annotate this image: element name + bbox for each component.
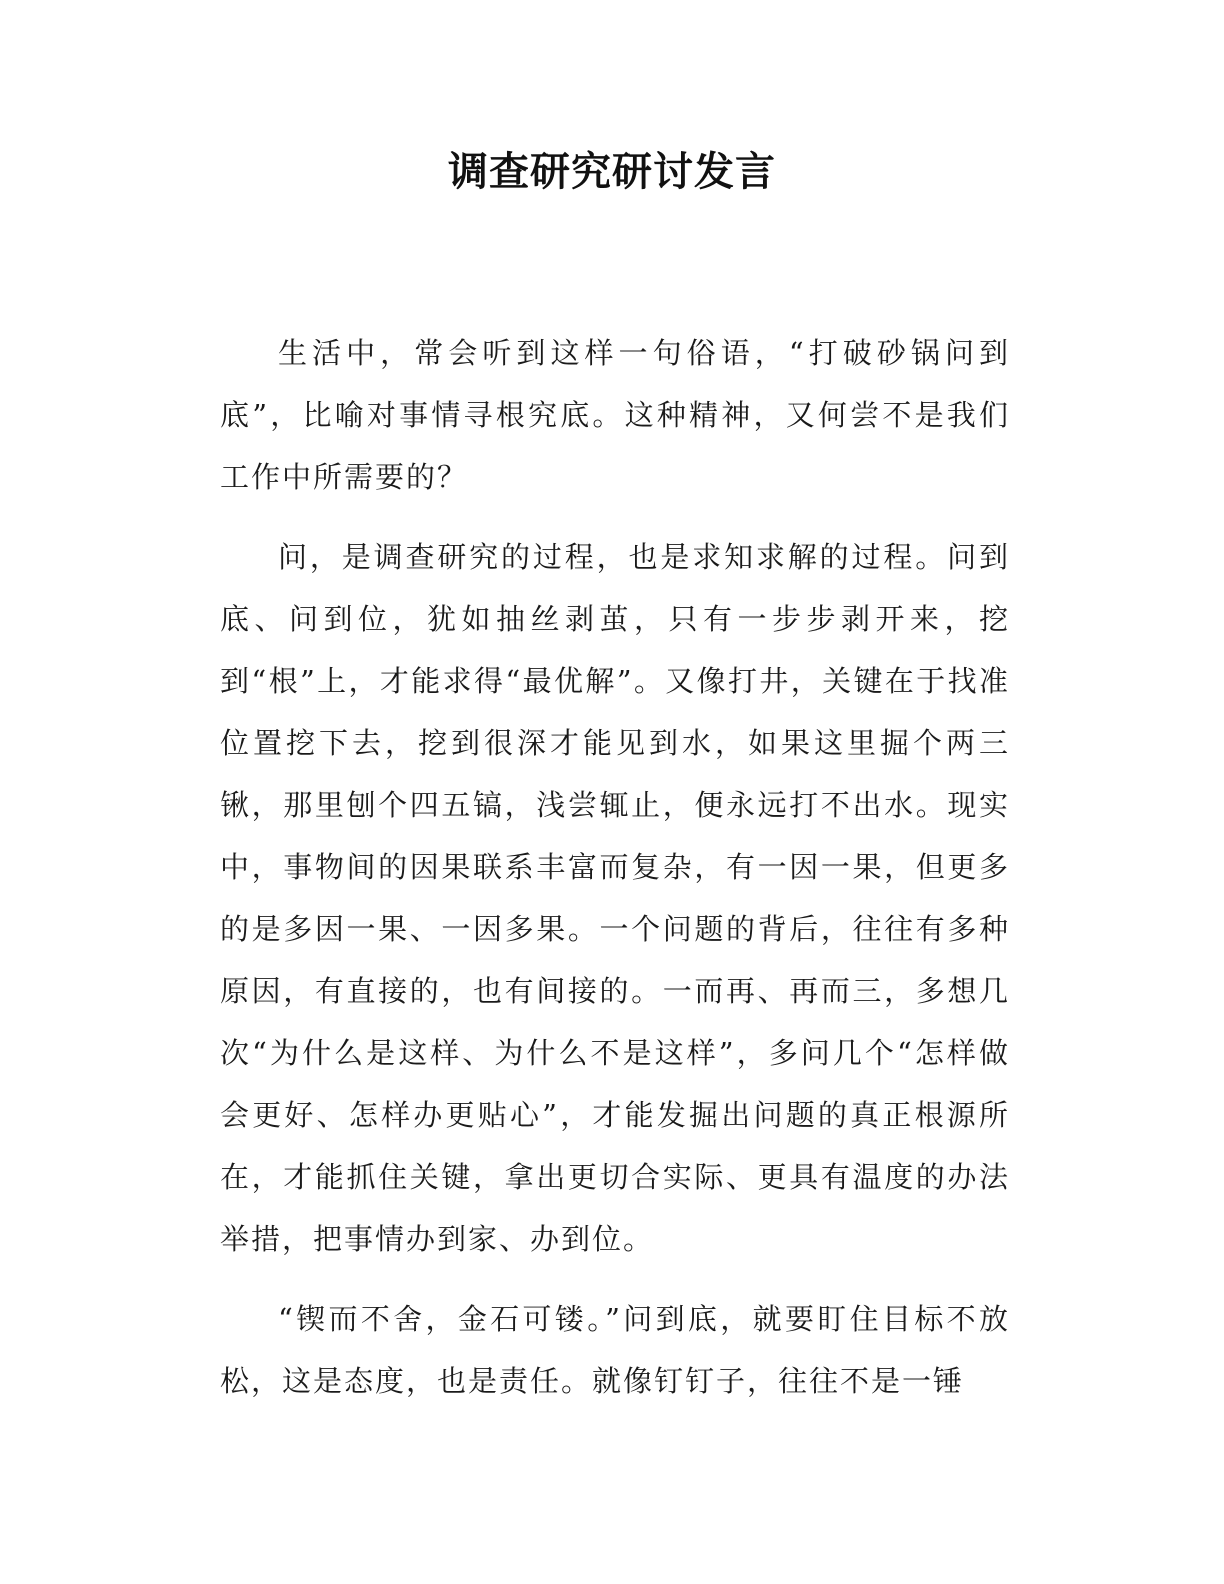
paragraph-3: “锲而不舍，金石可镂。”问到底，就要盯住目标不放松，这是态度，也是责任。就像钉钉子，往往不是一锤 [220,1302,1010,1398]
paragraph-1: 生活中，常会听到这样一句俗语，“打破砂锅问到底”，比喻对事情寻根究底。这种精神，又何尝不是我们工作中所需要的？ [220,336,1010,494]
document-title: 调查研究研讨发言 [448,149,776,195]
paragraph-2: 问，是调查研究的过程，也是求知求解的过程。问到底、问到位，犹如抽丝剥茧，只有一步步剥开来，挖到“根”上，才能求得“最优解”。又像打井，关键在于找准位置挖下去，挖到很深才能见到水，如果这里掘个两三锹，那里刨个四五镐，浅尝辄止，便永远打不出水。现实中，事物间的因果联系丰富而复杂，有一因一果，但更多的是多因一果、一因多果。一个问题的背后，往往有多种原因，有直接的，也有间接的。一而再、再而三，多想几次“为什么是这样、为什么不是这样”，多问几个“怎样做会更好、怎样办更贴心”，才能发掘出问题的真正根源所在，才能抓住关键，拿出更切合实际、更具有温度的办法举措，把事情办到家、办到位。 [220,540,1010,1256]
document-body [220,322,1010,1430]
